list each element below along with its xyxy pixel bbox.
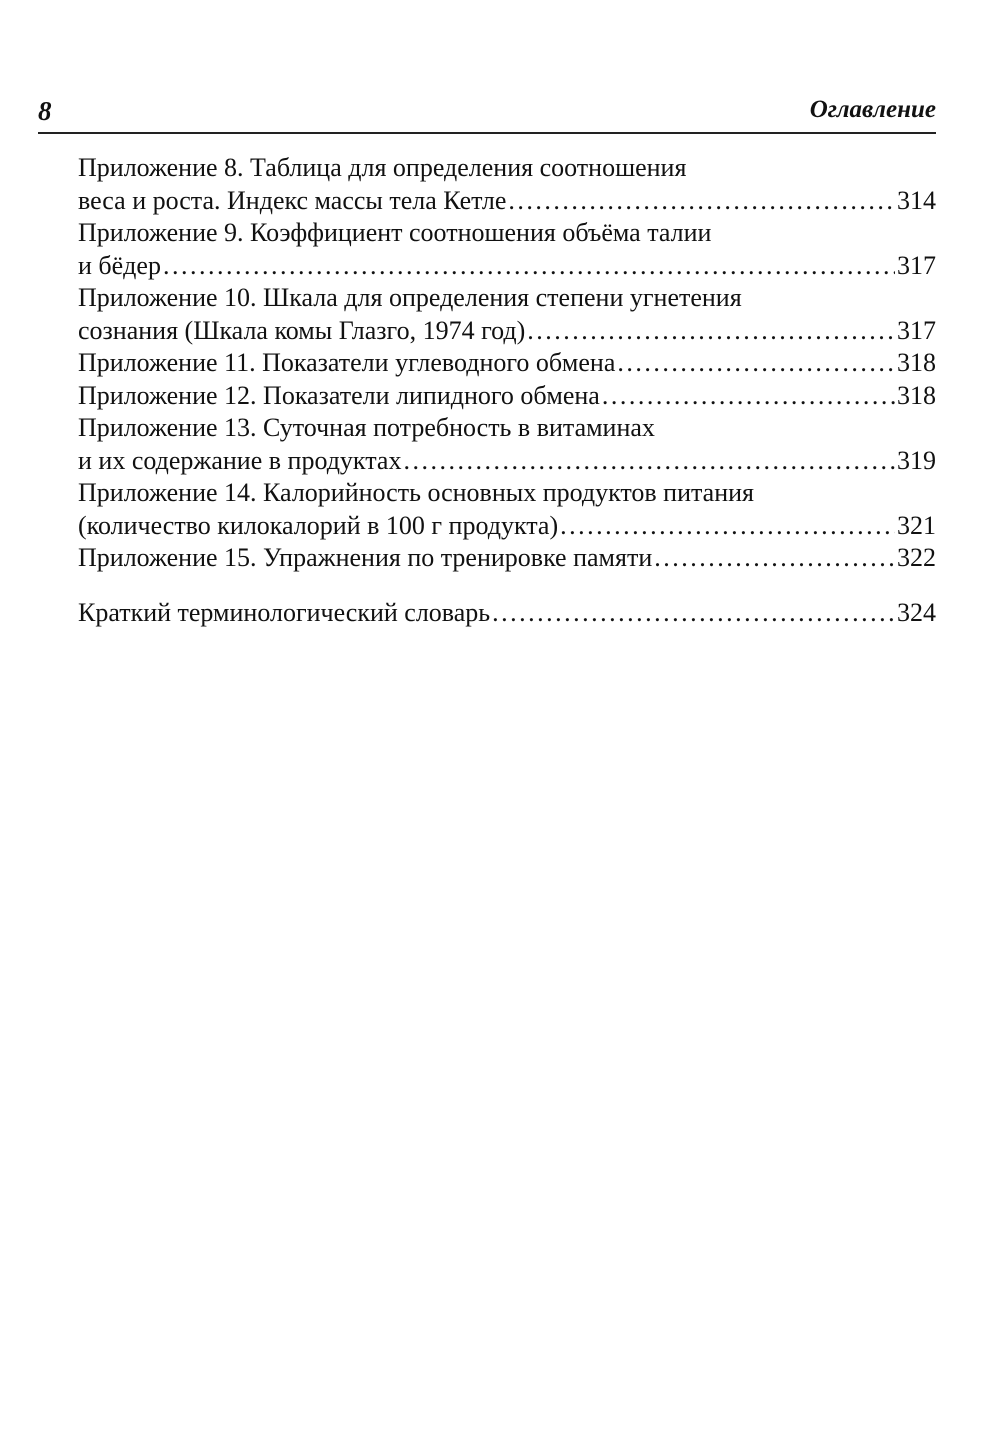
dot-leader	[654, 542, 895, 575]
toc-page-number: 318	[897, 380, 936, 410]
toc-page-number: 322	[897, 543, 936, 572]
toc-page-number: 317	[897, 250, 936, 280]
toc-entry-text: (количество килокалорий в 100 г продукта)	[78, 510, 559, 540]
toc-entry-appendix-8[interactable]	[78, 152, 936, 217]
toc-entry-text: Приложение 9. Коэффициент соотношения объёма талии	[78, 218, 712, 247]
toc-page-number: 324	[897, 597, 936, 627]
toc-entry-text: веса и роста. Индекс массы тела Кетле	[78, 185, 507, 215]
dot-leader	[508, 185, 895, 218]
toc-entry-text: Приложение 8. Таблица для определения соотношения	[78, 153, 687, 182]
toc-entry-appendix-12[interactable]	[78, 380, 936, 413]
toc-entry-glossary[interactable]	[78, 597, 936, 630]
toc-entry-text: Приложение 15. Упражнения по тренировке памяти	[78, 543, 653, 572]
toc-page-number: 317	[897, 315, 936, 345]
toc-entry-text: Приложение 10. Шкала для определения степени угнетения	[78, 283, 742, 312]
toc-entry-appendix-11[interactable]	[78, 347, 936, 380]
dot-leader	[617, 347, 895, 380]
table-of-contents	[78, 152, 936, 629]
toc-entry-text: сознания (Шкала комы Глазго, 1974 год)	[78, 315, 526, 345]
toc-entry-appendix-13[interactable]	[78, 412, 936, 477]
toc-entry-appendix-15[interactable]	[78, 542, 936, 575]
page-header	[38, 92, 936, 134]
running-title: Оглавление	[809, 96, 936, 123]
toc-entry-text: и их содержание в продуктах	[78, 445, 402, 475]
toc-entry-text: Краткий терминологический словарь	[78, 597, 491, 627]
toc-entry-text: Приложение 13. Суточная потребность в витаминах	[78, 413, 655, 442]
toc-page-number: 319	[897, 445, 936, 475]
dot-leader	[403, 445, 895, 478]
toc-entry-text: и бёдер	[78, 250, 161, 280]
toc-entry-appendix-9[interactable]	[78, 217, 936, 282]
toc-entry-text: Приложение 11. Показатели углеводного обмена	[78, 348, 616, 377]
dot-leader	[492, 597, 895, 630]
dot-leader	[527, 315, 895, 348]
dot-leader	[560, 510, 895, 543]
toc-entry-appendix-10[interactable]	[78, 282, 936, 347]
toc-entry-appendix-14[interactable]	[78, 477, 936, 542]
toc-page-number: 321	[897, 510, 936, 540]
dot-leader	[163, 250, 895, 283]
page-number: 8	[38, 96, 52, 126]
toc-page-number: 318	[897, 348, 936, 377]
toc-page-number: 314	[897, 185, 936, 215]
toc-entry-text: Приложение 12. Показатели липидного обмена	[78, 380, 600, 410]
toc-entry-text: Приложение 14. Калорийность основных продуктов питания	[78, 478, 755, 507]
dot-leader	[602, 380, 895, 413]
